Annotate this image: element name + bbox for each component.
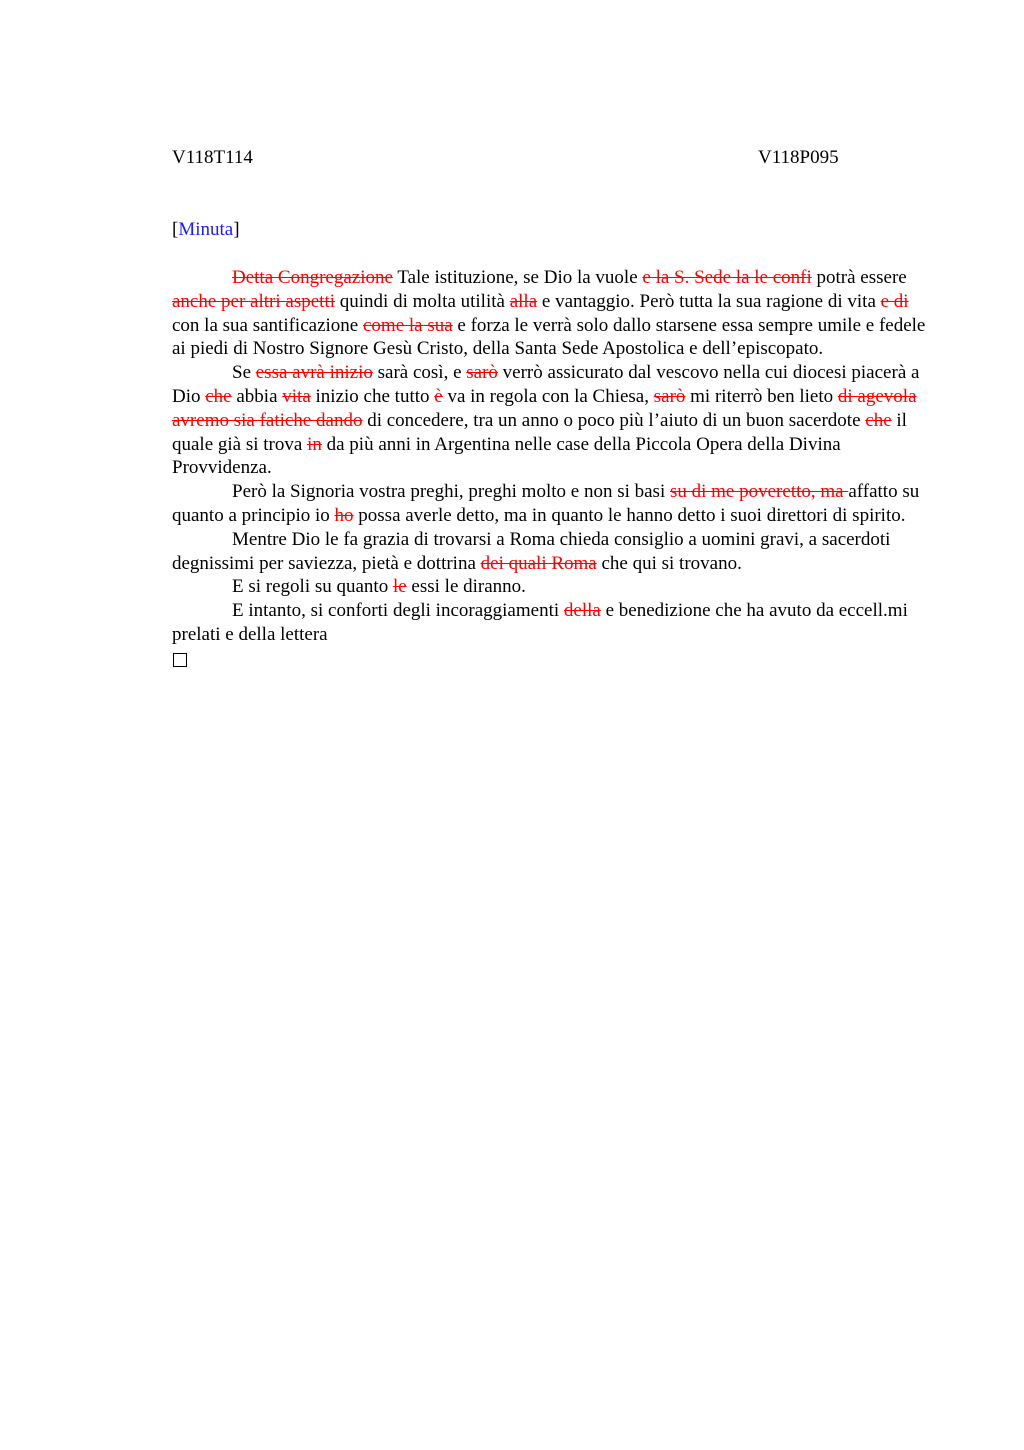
deleted-text: sarò	[653, 385, 686, 407]
body-text-segment: affatto su quanto a principio io	[172, 481, 920, 526]
body-text-segment: abbia	[231, 385, 283, 407]
body-text-segment: Però la Signoria vostra preghi, preghi molto e non si basi	[232, 481, 670, 503]
body-text-segment: e vantaggio. Però tutta la sua ragione di vita	[537, 290, 881, 312]
deleted-text: vita	[282, 385, 311, 407]
deleted-text: è	[434, 385, 443, 407]
body-text-segment: mi riterrò ben lieto	[685, 385, 838, 407]
paragraph	[172, 266, 930, 361]
label-bracket-open: [	[172, 219, 179, 240]
letter-body	[172, 266, 930, 647]
deleted-text: e la S. Sede la le confi	[642, 267, 812, 288]
deleted-text: in	[307, 433, 322, 455]
deleted-text: come la sua	[362, 314, 453, 336]
body-text-segment: di concedere, tra un anno o poco più l’aiuto di un buon sacerdote	[362, 409, 866, 431]
body-text-segment: essi le diranno.	[406, 576, 526, 598]
body-text-segment: il quale già si trova	[172, 409, 907, 455]
draft-label	[172, 218, 930, 242]
body-text-segment: potrà essere	[811, 267, 907, 288]
deleted-text: anche per altri aspetti	[172, 290, 336, 312]
body-text-segment: E intanto, si conforti degli incoraggiamenti	[232, 600, 564, 622]
deleted-text: essa avrà inizio	[255, 362, 373, 384]
label-word: Minuta	[178, 219, 234, 240]
paragraph	[172, 575, 930, 599]
body-text-segment: va in regola con la Chiesa,	[442, 385, 654, 407]
body-text-segment: quindi di molta utilità	[335, 290, 510, 312]
deleted-text: che	[865, 409, 892, 431]
deleted-text: sarò	[466, 362, 498, 384]
body-text-segment: Mentre Dio le fa grazia di trovarsi a Roma chieda consiglio a uomini gravi, a sacerdoti degnissimi per saviezza, pietà e dottrina	[172, 528, 891, 574]
deleted-text: su di me poveretto, ma	[669, 481, 849, 503]
body-text-segment: e benedizione che ha avuto da eccell.mi prelati e della lettera	[172, 600, 908, 645]
body-text-segment: da più anni in Argentina nelle case della Piccola Opera della Divina Provvidenza.	[172, 433, 841, 479]
document-code-left: V118T114	[172, 147, 253, 168]
document-code-right: V118P095	[758, 147, 839, 168]
header-row	[172, 146, 930, 170]
paragraph	[172, 599, 930, 647]
deleted-text: ho	[334, 504, 354, 526]
paragraph	[172, 528, 930, 576]
deleted-text: le	[392, 576, 407, 598]
deleted-text: di agevola avremo sia fatiche dando	[172, 385, 917, 431]
paragraph	[172, 480, 930, 528]
body-text-segment: possa averle detto, ma in quanto le hanno detto i suoi direttori di spirito.	[353, 504, 906, 526]
body-text-segment: inizio che tutto	[310, 385, 435, 407]
body-text-segment: con la sua santificazione	[172, 314, 363, 336]
body-text-segment: sarà così, e	[372, 362, 467, 384]
deleted-text: della	[563, 600, 601, 622]
paragraph	[172, 361, 930, 480]
square-box-icon	[173, 653, 187, 667]
body-text-segment: che qui si trovano.	[596, 552, 742, 574]
label-bracket-close: ]	[233, 219, 240, 240]
body-text-segment: Se	[232, 362, 256, 384]
body-text-segment: e forza le verrà solo dallo starsene essa sempre umile e fedele ai piedi di Nostro Signore Gesù Cristo, della Santa Sede Apostolica e dell’episcopato.	[172, 314, 926, 360]
deleted-text: alla	[509, 290, 538, 312]
deleted-text: e di	[880, 290, 909, 312]
deleted-text: che	[205, 385, 232, 407]
body-text-segment: E si regoli su quanto	[232, 576, 393, 598]
deleted-text: Detta Congregazione	[232, 267, 393, 288]
deleted-text: dei quali Roma	[480, 552, 597, 574]
body-text-segment: Tale istituzione, se Dio la vuole	[392, 267, 643, 288]
document-page	[172, 146, 930, 667]
body-text-segment: verrò assicurato dal vescovo nella cui diocesi piacerà a Dio	[172, 362, 920, 407]
